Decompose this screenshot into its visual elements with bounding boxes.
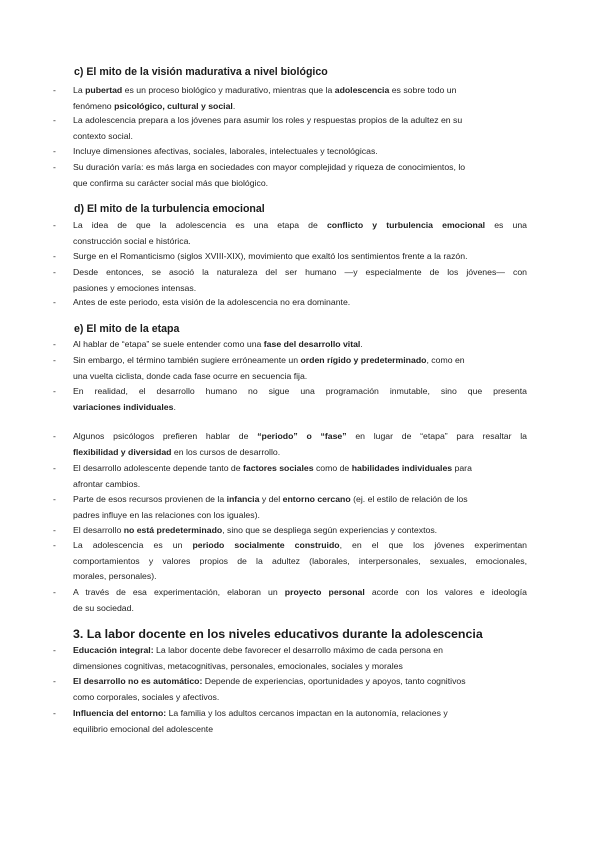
bullet-dash: - [53,540,56,550]
text-segment: morales, personales). [73,571,157,581]
text-line [73,706,527,722]
text-line [73,281,527,297]
bullet-dash: - [53,676,56,686]
text-segment: que confirma su carácter social más que biológico. [73,177,269,188]
text-segment: La familia y los adultos cercanos impactan en la autonomía, relaciones y [166,708,448,718]
bullet-dash: - [53,220,56,230]
text-segment: Antes de este periodo, esta visión de la adolescencia no era dominante. [73,297,351,307]
text-line [73,234,527,250]
bullet-dash: - [53,146,56,156]
text-line [73,176,527,192]
text-segment: . [173,401,176,412]
bullet-dash: - [53,251,56,261]
text-line [73,523,527,539]
text-segment: Parte de esos recursos provienen de la [73,494,227,504]
text-line [73,99,527,115]
list-item [53,674,527,705]
text-segment: como de [313,463,352,473]
text-segment: Al hablar de “etapa” se suele entender como una [73,339,264,349]
bullet-dash: - [53,115,56,125]
text-line [73,337,527,353]
list-item [53,384,527,415]
bullet-dash: - [53,494,56,504]
bullet-dash: - [53,645,56,655]
bold-text: psicológico, cultural y social [114,100,233,111]
text-segment: es un proceso biológico y madurativo, mientras que la [122,85,335,95]
section-heading-c: c) El mito de la visión madurativa a nivel biológico [74,66,328,78]
text-segment: El desarrollo adolescente depende tanto de [73,463,244,473]
text-segment: fenómeno [73,100,115,111]
section-heading-e: e) El mito de la etapa [74,323,180,335]
bullet-dash: - [53,708,56,718]
text-line [73,477,527,493]
text-line [73,113,527,129]
text-segment: A través de esa experimentación, elaboran un [73,587,285,597]
text-segment: La labor docente debe favorecer el desarrollo máximo de cada persona en [153,645,443,655]
text-segment: como corporales, sociales y afectivos. [73,691,220,702]
text-segment: comportamientos y valores propios de la adultez (laborales, interpersonales, sexuales, emocionales, [73,555,527,566]
text-segment: afrontar cambios. [73,478,141,489]
bullet-dash: - [53,587,56,597]
text-segment: Incluye dimensiones afectivas, sociales, laborales, intelectuales y tecnológicas. [73,146,378,156]
text-segment: padres influye en las relaciones con los iguales). [73,509,260,520]
bold-text: Educación integral: [73,645,154,655]
text-line [73,585,527,601]
bold-text: fase del desarrollo vital [263,339,361,349]
text-line [73,554,527,570]
text-segment: . [232,100,236,111]
bold-text: periodo socialmente construido [192,540,340,550]
section-heading-3: 3. La labor docente en los niveles educativos durante la adolescencia [73,627,483,641]
text-segment: Desde entonces, se asoció la naturaleza del ser humano —y especialmente de los jóvenes— con [73,267,527,277]
text-line [73,265,527,281]
text-line [73,249,527,265]
text-line [73,295,527,311]
list-item [53,295,527,311]
text-line [73,569,527,585]
text-line [73,429,527,445]
bold-text: orden rígido y predeterminado [300,355,427,365]
text-segment: contexto social. [73,130,133,141]
text-segment: en lugar de “etapa” para resaltar la [346,431,527,441]
list-item [53,218,528,249]
bold-text: El desarrollo no es automático: [73,676,203,686]
list-item [53,643,527,674]
text-segment: La adolescencia es un [73,540,193,550]
bullet-dash: - [53,85,56,95]
bullet-dash: - [53,431,56,441]
text-line [73,690,527,706]
bullet-dash: - [53,162,56,172]
text-segment: Sin embargo, el término también sugiere erróneamente un [73,355,301,365]
list-item [53,113,527,144]
text-line [73,722,527,738]
text-segment: es una [485,220,528,230]
list-item [53,492,527,523]
text-segment: una vuelta ciclista, donde cada fase ocurre en secuencia fija. [73,370,308,381]
text-segment: dimensiones cognitivas, metacognitivas, personales, emocionales, sociales y morales [73,660,403,671]
text-line [73,353,527,369]
text-segment: La [73,85,86,95]
bold-text: habilidades individuales [351,463,453,473]
bold-text: variaciones individuales [73,401,174,412]
text-segment: , en el que los jóvenes experimentan [339,540,527,550]
bold-text: no está predeterminado [123,525,223,535]
text-line [73,461,527,477]
bullet-dash: - [53,355,56,365]
text-line [73,643,527,659]
text-segment: En realidad, el desarrollo humano no sigue una programación inmutable, sino que presenta [73,386,527,396]
text-segment: , como en [426,355,465,365]
text-line [73,659,527,675]
text-segment: acorde con los valores e ideología [364,587,528,597]
text-line [73,369,527,385]
list-item [53,353,527,384]
list-item [53,337,527,353]
bold-text: factores sociales [243,463,314,473]
text-segment: . [360,339,363,349]
bullet-dash: - [53,463,56,473]
text-line [73,83,527,99]
text-line [73,400,527,416]
list-item [53,160,527,191]
list-item [53,461,527,492]
text-segment: construcción social e histórica. [73,235,191,246]
text-segment: , sino que se despliega según experiencias y contextos. [222,525,438,535]
text-line [73,538,527,554]
text-line [73,160,527,176]
text-line [73,218,527,234]
list-item [53,706,527,737]
bold-text: “periodo” o “fase” [257,431,347,441]
list-item [53,249,527,265]
text-segment: y del [259,494,283,504]
text-line [73,601,527,617]
text-line [73,384,527,400]
list-item [53,265,527,296]
bold-text: infancia [226,494,260,504]
section-heading-d: d) El mito de la turbulencia emocional [74,203,265,215]
text-segment: La idea de que la adolescencia es una etapa de [73,220,327,230]
bold-text: entorno cercano [282,494,351,504]
text-line [73,492,527,508]
bold-text: pubertad [85,85,123,95]
text-line [73,508,527,524]
text-segment: El desarrollo [73,525,124,535]
text-segment: La adolescencia prepara a los jóvenes para asumir los roles y respuestas propios de la adultez en su [73,115,463,125]
list-item [53,429,527,460]
text-segment: Surge en el Romanticismo (siglos XVIII-XIX), movimiento que exaltó los sentimientos frente a la razón. [73,251,468,261]
list-item [53,538,527,585]
list-item [53,585,528,616]
text-segment: Su duración varía: es más larga en sociedades con mayor complejidad y riqueza de conocimientos, lo [73,162,466,172]
bullet-dash: - [53,267,56,277]
text-segment: en los cursos de desarrollo. [171,446,281,457]
bold-text: Influencia del entorno: [73,708,167,718]
text-segment: pasiones y emociones intensas. [73,282,197,293]
bold-text: conflicto y turbulencia emocional [326,220,486,230]
text-line [73,129,527,145]
text-line [73,674,527,690]
bullet-dash: - [53,525,56,535]
text-line [73,144,527,160]
text-line [73,445,527,461]
bold-text: flexibilidad y diversidad [73,446,172,457]
bold-text: adolescencia [334,85,390,95]
bullet-dash: - [53,297,56,307]
bold-text: proyecto personal [284,587,365,597]
text-segment: equilibrio emocional del adolescente [73,723,214,734]
text-segment: es sobre todo un [389,85,457,95]
list-item [53,83,527,114]
text-segment: para [452,463,472,473]
list-item [53,144,527,160]
bullet-dash: - [53,386,56,396]
text-segment: de su sociedad. [73,602,134,613]
bullet-dash: - [53,339,56,349]
list-item [53,523,527,539]
text-segment: Algunos psicólogos prefieren hablar de [73,431,258,441]
text-segment: (ej. el estilo de relación de los [350,494,468,504]
text-segment: Depende de experiencias, oportunidades y apoyos, tanto cognitivos [202,676,466,686]
